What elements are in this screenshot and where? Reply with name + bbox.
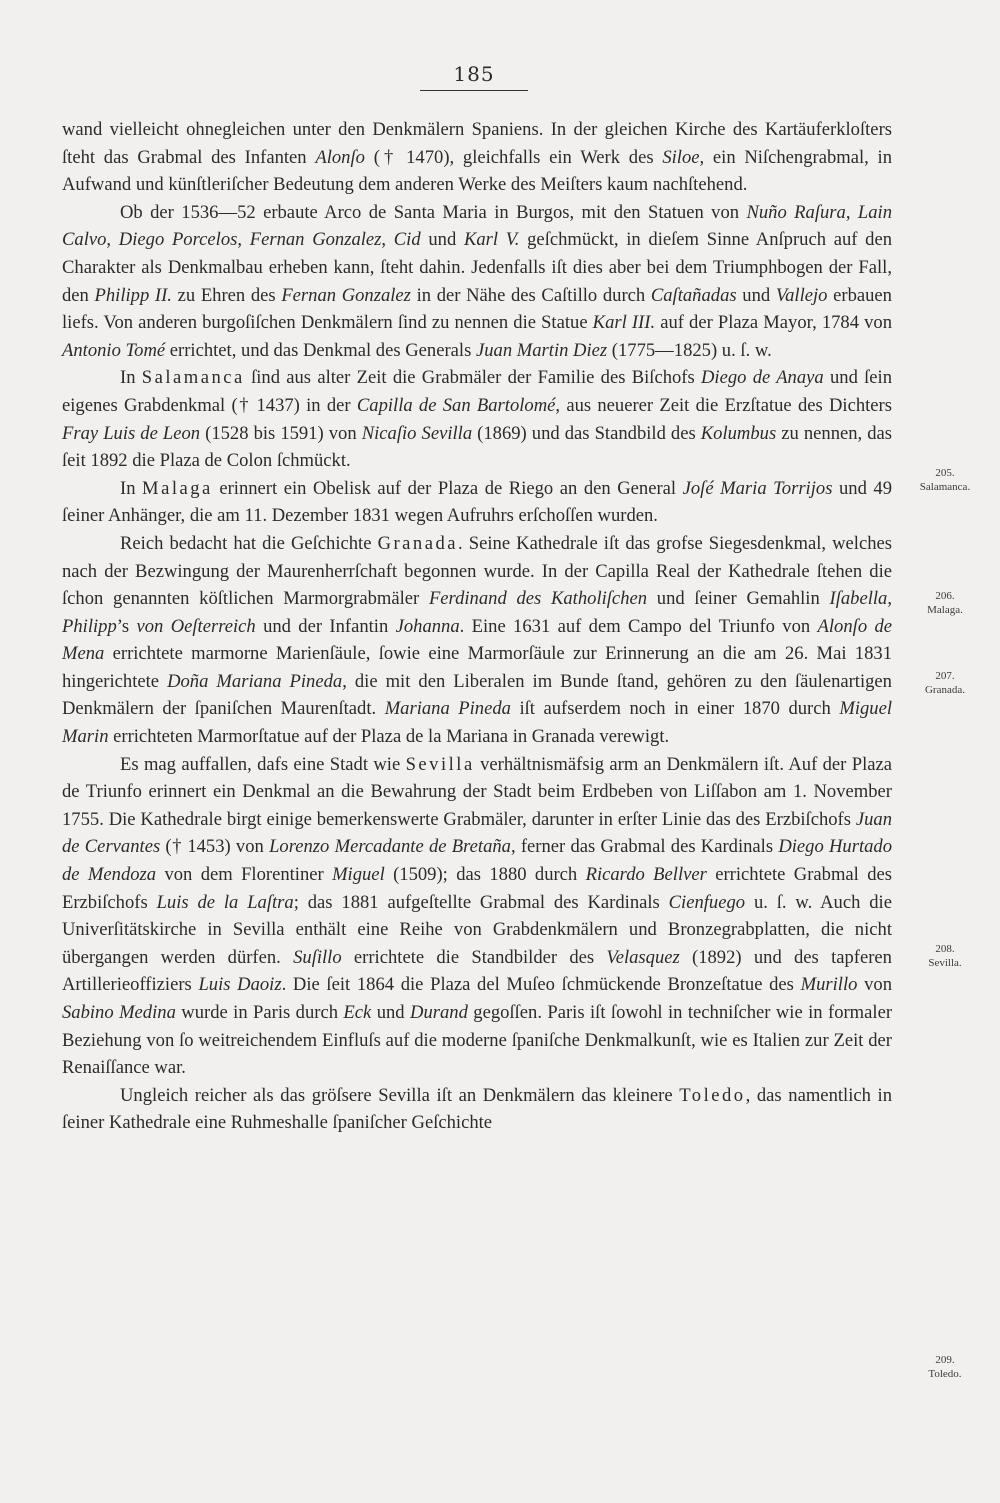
- italic-name: Luis Daoiz: [198, 974, 282, 996]
- text-run: geſchmückt, in dieſem Sinne Anſpruch auf den Charakter als Denkmalbau erheben kann, ſteht dahin. Jedenfalls iſt dies aber bei dem Triumphbogen der Fall, den: [62, 229, 893, 306]
- text-run: ,: [887, 588, 892, 610]
- margin-note-label: Malaga.: [927, 604, 963, 616]
- margin-note-salamanca: [904, 466, 986, 494]
- text-run: ,: [106, 229, 119, 251]
- paragraph: [62, 1082, 892, 1137]
- text-run: und: [420, 229, 464, 251]
- margin-note-sevilla: [904, 942, 986, 970]
- text-run: und: [371, 1002, 411, 1023]
- text-run: und 49 ſeiner Anhänger, die am 11. Dezember 1831 wegen Aufruhrs erſchoſſen wurden.: [62, 477, 893, 527]
- italic-name: Lorenzo Mercadante de Bretaña: [269, 836, 511, 858]
- paragraph: [62, 116, 892, 199]
- text-run: und: [736, 284, 776, 306]
- italic-name: Sabino Medina: [62, 1002, 176, 1023]
- text-run: u. ſ. w. Auch die Univerſitätskirche in Sevilla enthält eine Reihe von Grabdenkmälern und Bronzegrabplatten, die nicht übergangen werden dürfen.: [62, 891, 892, 968]
- text-run: , das namentlich in ſeiner Kathedrale eine Ruhmeshalle ſpaniſcher Geſchichte: [62, 1084, 892, 1134]
- italic-name: Eck: [343, 1002, 372, 1023]
- italic-name: Doña Mariana Pineda: [167, 670, 343, 692]
- text-run: ,: [381, 229, 394, 251]
- text-run: ’s: [116, 615, 137, 637]
- margin-note-label: Sevilla.: [928, 957, 962, 969]
- text-run: In: [120, 367, 142, 389]
- text-run: ; das 1881 aufgeſtellte Grabmal des Kardinals: [293, 891, 669, 913]
- text-run: wurde in Paris durch: [175, 1002, 344, 1023]
- margin-note-label: Salamanca.: [919, 481, 971, 493]
- italic-name: Diego de Anaya: [701, 367, 824, 389]
- text-run: In: [120, 477, 143, 499]
- text-run: . Seine Kathedrale iſt das grofse Siegesdenkmal, welches nach der Bezwingung der Maurenherrſchaft begonnen wurde. In der Capilla Real der Kathedrale ſtehen die ſchon genannten köſtlichen Marmorgrabmäler: [62, 532, 892, 610]
- italic-name: Karl V.: [463, 229, 520, 251]
- text-run: Es mag auffallen, dafs eine Stadt wie: [120, 753, 406, 775]
- text-run: errichtet, und das Denkmal des Generals: [165, 339, 476, 361]
- italic-name: Lain Calvo: [62, 201, 893, 251]
- text-run: , ferner das Grabmal des Kardinals: [510, 836, 779, 858]
- text-run: und der Infantin: [255, 615, 396, 637]
- text-run: († 1470), gleichfalls ein Werk des: [364, 146, 663, 168]
- italic-name: Joſé Maria Torrijos: [682, 477, 833, 499]
- text-run: erbauen liefs. Von anderen burgoſiſchen Denkmälern ſind zu nennen die Statue: [62, 284, 892, 334]
- text-run: und ſeiner Gemahlin: [647, 588, 830, 610]
- margin-note-number: 208.: [935, 943, 955, 955]
- text-run: wand vielleicht ohnegleichen unter den Denkmälern Spaniens. In der gleichen Kirche des Kartäuferkloſters ſteht das Grabmal des Infanten: [62, 119, 892, 168]
- margin-note-number: 207.: [935, 670, 955, 682]
- text-run: (1528 bis 1591) von: [200, 422, 362, 444]
- text-run: von dem Florentiner: [156, 864, 333, 886]
- spaced-place-name: Malaga: [142, 477, 213, 499]
- text-run: , ein Niſchengrabmal, in Aufwand und künſtleriſcher Bedeutung dem anderen Werke des Meiſters kaum nachſtehend.: [62, 146, 893, 196]
- italic-name: Antonio Tomé: [62, 339, 166, 361]
- italic-name: Siloe: [662, 146, 700, 168]
- italic-name: Durand: [410, 1002, 468, 1023]
- paragraph: [62, 199, 892, 365]
- text-run: erinnert ein Obelisk auf der Plaza de Riego an den General: [212, 477, 683, 499]
- paragraph: [62, 530, 892, 751]
- text-run: zu Ehren des: [171, 284, 282, 306]
- italic-name: Ricardo Bellver: [585, 864, 707, 886]
- text-run: . Die ſeit 1864 die Plaza del Muſeo ſchmückende Bronzeſtatue des: [281, 974, 801, 996]
- text-run: und ſein eigenes Grabdenkmal († 1437) in der: [62, 367, 893, 416]
- text-run: iſt aufserdem noch in einer 1870 durch: [510, 698, 840, 720]
- italic-name: Ferdinand des Katholiſchen: [428, 588, 648, 610]
- spaced-place-name: Granada: [377, 532, 459, 554]
- margin-note-granada: [904, 669, 986, 697]
- spaced-place-name: Toledo: [679, 1084, 746, 1106]
- text-run: errichtete Grabmal des Erzbiſchofs: [62, 864, 892, 913]
- text-run: errichtete marmorne Marienſäule, ſowie eine Marmorſäule zur Erinnerung an die am 26. Mai 1831 hingerichtete: [62, 643, 892, 692]
- text-run: , aus neuerer Zeit die Erzſtatue des Dichters: [555, 394, 892, 416]
- text-run: verhältnismäfsig arm an Denkmälern iſt. Auf der Plaza de Triunfo erinnert ein Denkmal an die Bewahrung der Stadt beim Erdbeben von Liſſabon am 1. November 1755. Die Kathedrale birgt einige bemerkenswerte Grabmäler, darunter in erſter Linie das des Erzbiſchofs: [62, 753, 892, 830]
- text-run: (1775—1825) u. ſ. w.: [607, 339, 772, 361]
- italic-name: Juan Martin Diez: [475, 339, 608, 361]
- text-run: von: [857, 974, 892, 996]
- italic-name: Nicaſio Sevilla: [361, 422, 473, 444]
- text-run: , die mit den Liberalen im Bunde ſtand, gehören zu den ſäulenartigen Denkmälern der ſpaniſchen Maurenſtadt.: [62, 670, 892, 720]
- paragraph: [62, 364, 892, 474]
- italic-name: Suſillo: [293, 946, 342, 968]
- margin-note-toledo: [904, 1353, 986, 1381]
- margin-note-number: 205.: [935, 467, 955, 479]
- margin-note-number: 206.: [935, 590, 955, 602]
- margin-note-malaga: [904, 589, 986, 617]
- italic-name: Kolumbus: [700, 422, 777, 444]
- text-run: († 1453) von: [160, 836, 270, 858]
- italic-name: von Oeſterreich: [136, 615, 256, 637]
- italic-name: Mariana Pineda: [384, 698, 511, 720]
- text-run: ,: [237, 229, 250, 251]
- italic-name: Alonſo de Mena: [62, 615, 893, 665]
- text-run: errichtete die Standbilder des: [341, 946, 607, 968]
- margin-note-label: Granada.: [924, 684, 965, 696]
- italic-name: Fray Luis de Leon: [62, 422, 201, 444]
- paragraph: [62, 751, 892, 1082]
- italic-name: Johanna: [395, 615, 460, 637]
- page-number: 185: [453, 62, 495, 86]
- text-run: Ob der 1536—52 erbaute Arco de Santa Maria in Burgos, mit den Statuen von: [120, 201, 747, 223]
- italic-name: Karl III.: [592, 312, 656, 334]
- page-number-rule: [420, 90, 528, 91]
- italic-name: Philipp: [62, 615, 117, 637]
- italic-name: Cienfuego: [668, 891, 746, 913]
- italic-name: Philipp II.: [94, 284, 172, 306]
- italic-name: Caſtañadas: [650, 284, 737, 306]
- italic-name: Miguel Marin: [62, 698, 892, 748]
- text-run: auf der Plaza Mayor, 1784 von: [655, 312, 892, 334]
- italic-name: Velasquez: [606, 946, 680, 968]
- text-run: zu nennen, das ſeit 1892 die Plaza de Colon ſchmückt.: [62, 422, 893, 472]
- italic-name: Miguel: [332, 864, 385, 886]
- text-run: (1869) und das Standbild des: [472, 422, 701, 444]
- italic-name: Nuño Raſura: [746, 201, 846, 223]
- italic-name: Diego Hurtado de Mendoza: [62, 836, 893, 886]
- text-run: ſind aus alter Zeit die Grabmäler der Familie des Biſchofs: [244, 367, 701, 389]
- italic-name: Juan de Cervantes: [62, 808, 892, 858]
- text-run: in der Nähe des Caſtillo durch: [410, 284, 651, 306]
- text-run: ,: [845, 201, 858, 223]
- margin-note-number: 209.: [935, 1354, 955, 1366]
- italic-name: Fernan Gonzalez: [249, 229, 382, 251]
- italic-name: Luis de la Laſtra: [156, 891, 294, 913]
- text-run: Reich bedacht hat die Geſchichte: [120, 532, 378, 554]
- text-run: gegoſſen. Paris iſt ſowohl in techniſcher wie in formaler Beziehung von ſo weitreichendem Einfluſs auf die moderne ſpaniſche Denkmalkunſt, wie es Italien zur Zeit der Renaiſſance war.: [62, 1002, 893, 1079]
- margin-note-label: Toledo.: [928, 1368, 962, 1380]
- body-text: [62, 116, 892, 1137]
- italic-name: Capilla de San Bartolomé: [356, 394, 556, 416]
- text-run: (1509); das 1880 durch: [384, 864, 586, 886]
- text-run: (1892) und des tapferen Artillerieoffiziers: [62, 946, 892, 996]
- text-run: errichteten Marmorſtatue auf der Plaza de la Mariana in Granada verewigt.: [108, 726, 670, 748]
- italic-name: Vallejo: [775, 284, 828, 306]
- spaced-place-name: Salamanca: [141, 367, 245, 389]
- italic-name: Diego Porcelos: [118, 229, 238, 251]
- italic-name: Murillo: [800, 974, 858, 996]
- italic-name: Fernan Gonzalez: [281, 284, 411, 306]
- italic-name: Alonſo: [315, 146, 365, 168]
- spaced-place-name: Sevilla: [405, 753, 475, 775]
- text-run: Ungleich reicher als das gröſsere Sevilla iſt an Denkmälern das kleinere: [120, 1084, 680, 1106]
- italic-name: Cid: [393, 229, 421, 251]
- paragraph: [62, 475, 892, 530]
- italic-name: Iſabella: [829, 588, 888, 610]
- text-run: . Eine 1631 auf dem Campo del Triunfo von: [459, 615, 818, 637]
